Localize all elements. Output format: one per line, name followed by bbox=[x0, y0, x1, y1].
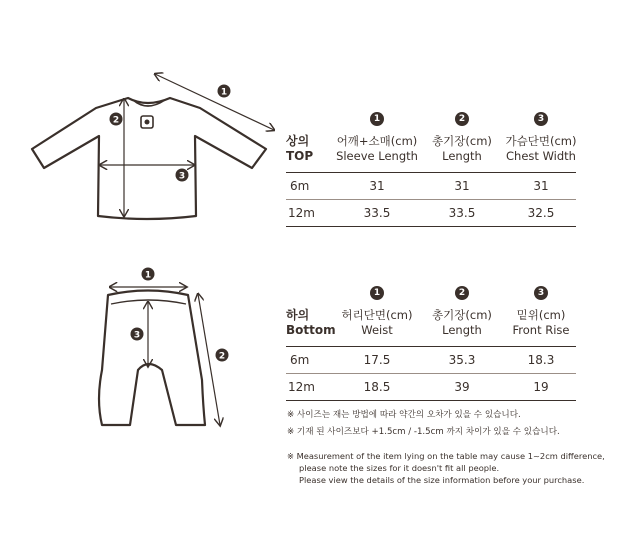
table-row bbox=[286, 199, 576, 227]
pants-outline bbox=[99, 291, 205, 426]
top-size-table bbox=[286, 110, 576, 227]
header-num-3: 3 bbox=[534, 286, 548, 300]
table-header bbox=[286, 110, 576, 172]
table-row bbox=[286, 373, 576, 401]
marker-2: 2 bbox=[218, 351, 226, 362]
value-cell: 32.5 bbox=[527, 206, 555, 220]
value-cell: 33.5 bbox=[363, 206, 391, 220]
note-line: ※ 사이즈는 재는 방법에 따라 약간의 오차가 있을 수 있습니다. bbox=[287, 410, 521, 420]
header-num-3: 3 bbox=[534, 112, 548, 126]
bottom-garment-diagram bbox=[90, 260, 250, 440]
size-label: 12m bbox=[288, 206, 315, 220]
header-num-1: 1 bbox=[370, 286, 384, 300]
header-num-1: 1 bbox=[370, 112, 384, 126]
note-line: please note the sizes for it doesn't fit all people. bbox=[299, 463, 500, 473]
header-col-3: 가슴단면(cm) Chest Width bbox=[505, 134, 577, 163]
value-cell: 39 bbox=[454, 380, 470, 394]
header-num-2: 2 bbox=[455, 286, 469, 300]
value-cell: 31 bbox=[369, 179, 385, 193]
korean-notes bbox=[287, 408, 627, 440]
header-num-2: 2 bbox=[455, 112, 469, 126]
top-garment-diagram bbox=[20, 66, 275, 236]
value-cell: 33.5 bbox=[448, 206, 476, 220]
header-col-2: 총기장(cm) Length bbox=[432, 134, 492, 163]
value-cell: 18.3 bbox=[527, 353, 555, 367]
table-header bbox=[286, 284, 576, 346]
garment-kind: 하의 Bottom bbox=[286, 308, 336, 337]
marker-1: 1 bbox=[220, 87, 228, 98]
marker-3: 3 bbox=[133, 330, 141, 341]
size-label: 6m bbox=[290, 179, 310, 193]
note-line: ※ 기재 된 사이즈보다 +1.5cm / -1.5cm 까지 차이가 있을 수 있습니다. bbox=[287, 427, 560, 437]
marker-3: 3 bbox=[178, 171, 186, 182]
english-notes bbox=[287, 450, 632, 486]
header-col-2: 총기장(cm) Length bbox=[432, 308, 492, 337]
size-label: 6m bbox=[290, 353, 310, 367]
marker-1: 1 bbox=[144, 270, 152, 281]
value-cell: 18.5 bbox=[363, 380, 391, 394]
header-col-3: 밑위(cm) Front Rise bbox=[512, 308, 570, 337]
value-cell: 17.5 bbox=[363, 353, 391, 367]
header-col-1: 어깨+소매(cm) Sleeve Length bbox=[336, 134, 418, 163]
note-line: Please view the details of the size information before your purchase. bbox=[299, 475, 585, 485]
value-cell: 31 bbox=[533, 179, 549, 193]
note-line: ※ Measurement of the item lying on the table may cause 1~2cm difference, bbox=[287, 451, 605, 461]
header-col-1: 허리단면(cm) Weist bbox=[341, 308, 413, 337]
garment-kind: 상의 TOP bbox=[286, 134, 314, 163]
value-cell: 19 bbox=[533, 380, 549, 394]
value-cell: 31 bbox=[454, 179, 470, 193]
value-cell: 35.3 bbox=[448, 353, 476, 367]
table-row bbox=[286, 172, 576, 199]
size-label: 12m bbox=[288, 380, 315, 394]
marker-2: 2 bbox=[112, 115, 120, 126]
table-row bbox=[286, 346, 576, 373]
bottom-size-table bbox=[286, 284, 576, 401]
